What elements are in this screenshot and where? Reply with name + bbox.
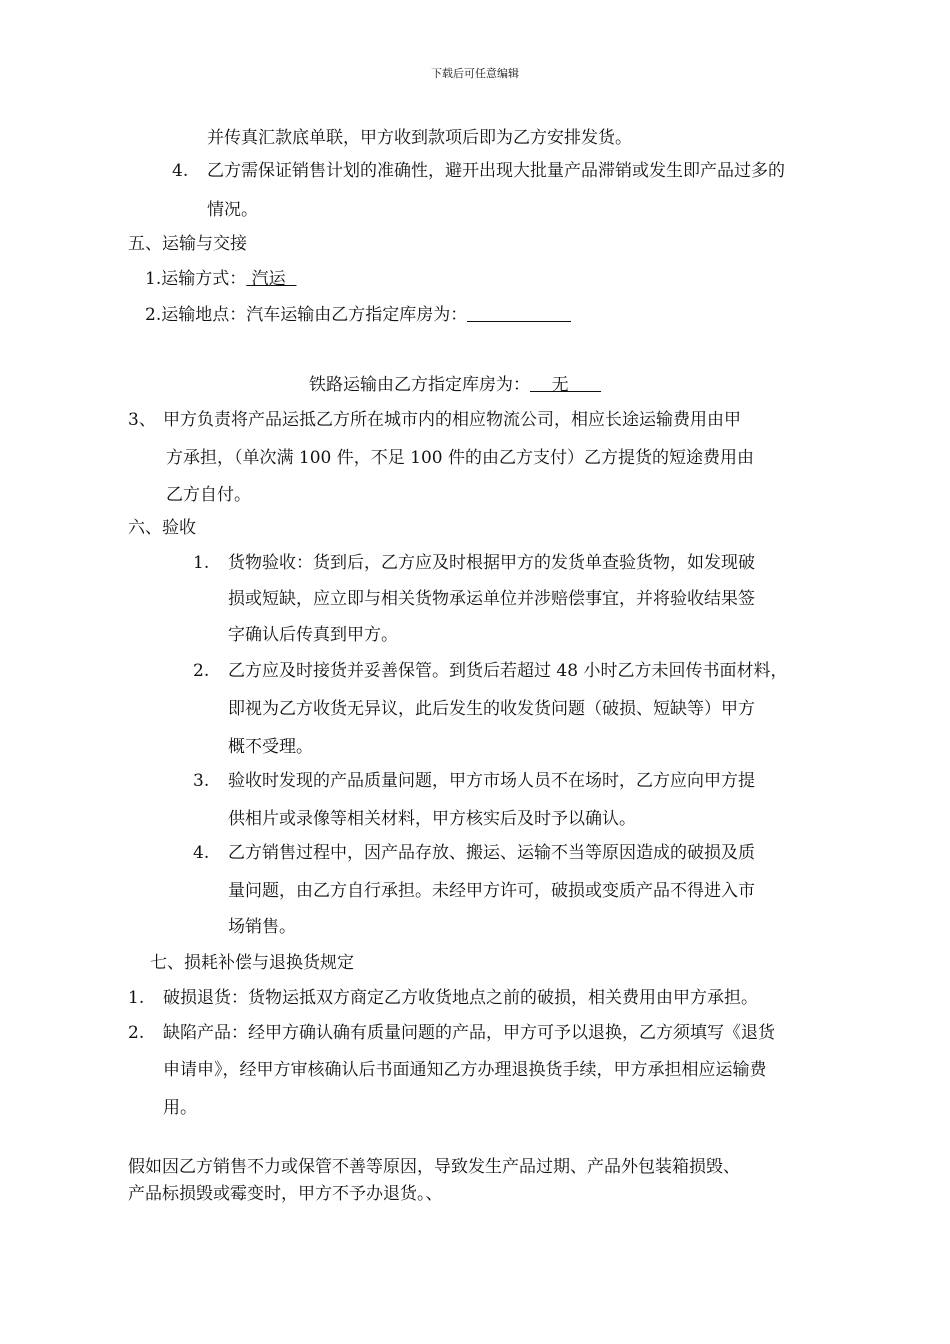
section-heading: 五、运输与交接	[128, 234, 247, 254]
paragraph-line: 即视为乙方收货无异议，此后发生的收发货问题（破损、短缺等）甲方	[228, 699, 755, 719]
list-number: 4.	[193, 843, 210, 863]
paragraph-line: 货物验收：货到后，乙方应及时根据甲方的发货单查验货物，如发现破	[228, 553, 755, 573]
transport-method-value: 汽运	[246, 269, 297, 289]
paragraph-line: 缺陷产品：经甲方确认确有质量问题的产品，甲方可予以退换，乙方须填写《退货	[163, 1023, 775, 1043]
page-header: 下载后可任意编辑	[431, 67, 519, 80]
list-number: 4.	[172, 161, 189, 181]
paragraph-line: 供相片或录像等相关材料，甲方核实后及时予以确认。	[228, 809, 636, 829]
paragraph-line: 乙方自付。	[166, 485, 251, 505]
section-heading: 六、验收	[128, 518, 196, 538]
paragraph-line: 假如因乙方销售不力或保管不善等原因，导致发生产品过期、产品外包装箱损毁、	[128, 1157, 740, 1177]
paragraph-line: 并传真汇款底单联，甲方收到款项后即为乙方安排发货。	[207, 128, 632, 148]
list-number: 3.	[193, 771, 210, 791]
paragraph-line: 情况。	[207, 200, 258, 220]
paragraph-line: 乙方需保证销售计划的准确性，避开出现大批量产品滞销或发生即产品过多的	[207, 161, 785, 181]
paragraph-line: 验收时发现的产品质量问题，甲方市场人员不在场时，乙方应向甲方提	[228, 771, 755, 791]
transport-location-label: 2.运输地点：汽车运输由乙方指定库房为：	[145, 305, 468, 325]
transport-method-label: 1.运输方式：	[145, 269, 247, 289]
list-number: 1.	[128, 988, 145, 1008]
paragraph-line: 甲方负责将产品运抵乙方所在城市内的相应物流公司，相应长途运输费用由甲	[163, 410, 741, 430]
rail-location-row	[309, 377, 601, 394]
paragraph-line: 概不受理。	[228, 737, 313, 757]
paragraph-line: 量问题，由乙方自行承担。未经甲方许可，破损或变质产品不得进入市	[228, 881, 755, 901]
paragraph-line: 产品标损毁或霉变时，甲方不予办退货。、	[128, 1184, 443, 1204]
transport-location-row	[145, 306, 571, 324]
list-number: 2.	[193, 661, 210, 681]
paragraph-line: 场销售。	[228, 917, 296, 937]
paragraph-line: 乙方应及时接货并妥善保管。到货后若超过 48 小时乙方未回传书面材料，	[228, 661, 788, 681]
paragraph-line: 字确认后传真到甲方。	[228, 625, 398, 645]
rail-location-label: 铁路运输由乙方指定库房为：	[309, 375, 530, 395]
paragraph-line: 乙方销售过程中，因产品存放、搬运、运输不当等原因造成的破损及质	[228, 843, 755, 863]
section-heading: 七、损耗补偿与退换货规定	[150, 953, 354, 973]
list-number: 2.	[128, 1023, 145, 1043]
paragraph-line: 申请申》，经甲方审核确认后书面通知乙方办理退换货手续，甲方承担相应运输费	[163, 1060, 767, 1080]
transport-method-row	[145, 271, 296, 288]
list-number: 1.	[193, 553, 210, 573]
paragraph-line: 用。	[163, 1098, 197, 1118]
list-number: 3、	[128, 410, 156, 430]
rail-location-value: 无	[530, 375, 602, 395]
paragraph-line: 损或短缺，应立即与相关货物承运单位并涉赔偿事宜，并将验收结果签	[228, 589, 755, 609]
blank-underline	[467, 306, 571, 322]
paragraph-line: 方承担，（单次满 100 件，不足 100 件的由乙方支付）乙方提货的短途费用由	[166, 448, 755, 468]
paragraph-line: 破损退货：货物运抵双方商定乙方收货地点之前的破损，相关费用由甲方承担。	[163, 988, 758, 1008]
